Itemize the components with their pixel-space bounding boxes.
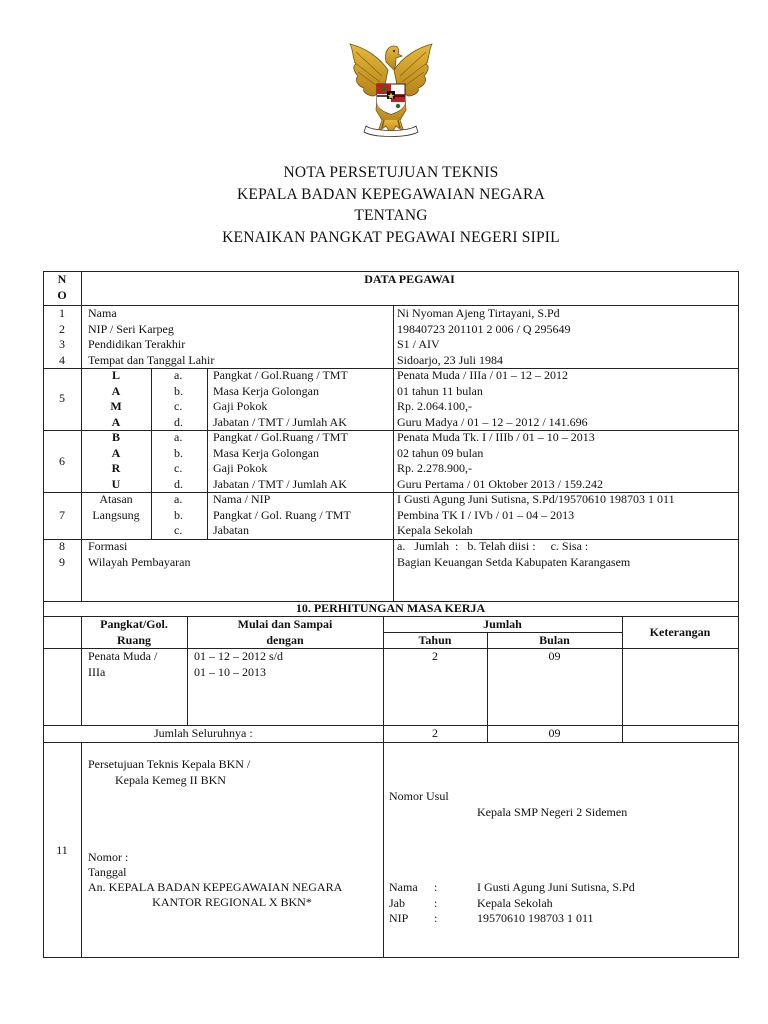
vertical-letter: A bbox=[111, 383, 121, 398]
cell-line: IIIa bbox=[88, 664, 106, 679]
field-value: Penata Muda / IIIa / 01 – 12 – 2012 bbox=[397, 368, 568, 382]
no-header-n: N bbox=[57, 272, 67, 286]
row-6-fields bbox=[213, 430, 348, 492]
item-letter: b. bbox=[174, 445, 183, 460]
row-5-values bbox=[397, 368, 588, 430]
total-bulan: 09 bbox=[548, 726, 561, 740]
signature-colons bbox=[434, 880, 437, 927]
section-10-title: 10. PERHITUNGAN MASA KERJA bbox=[295, 601, 486, 615]
sig-value: I Gusti Agung Juni Sutisna, S.Pd bbox=[477, 880, 635, 894]
field-label: Nama bbox=[88, 306, 117, 320]
item-letter: a. bbox=[174, 492, 183, 506]
col-mulai-header bbox=[187, 617, 383, 648]
header-line: dengan bbox=[266, 632, 304, 647]
title-line-1: NOTA PERSETUJUAN TEKNIS bbox=[283, 164, 499, 181]
vertical-letter: R bbox=[111, 461, 121, 475]
field-label: Jabatan / TMT / Jumlah AK bbox=[213, 476, 347, 491]
field-label: Pangkat / Gol. Ruang / TMT bbox=[213, 507, 351, 522]
vertical-letter: M bbox=[110, 399, 122, 413]
rows-1-4-values bbox=[397, 306, 571, 368]
row-5-letters bbox=[174, 368, 183, 430]
row-5-number: 5 bbox=[59, 391, 65, 405]
field-label: Masa Kerja Golongan bbox=[213, 445, 319, 460]
tanggal-label: Tanggal bbox=[88, 865, 127, 879]
row-7-fields bbox=[213, 492, 351, 539]
row-6-number: 6 bbox=[59, 454, 65, 468]
field-value: 02 tahun 09 bulan bbox=[397, 445, 484, 460]
field-label: Tempat dan Tanggal Lahir bbox=[88, 352, 215, 367]
col-keterangan-header: Keterangan bbox=[649, 625, 711, 639]
title-line-2: KEPALA BADAN KEPEGAWAIAN NEGARA bbox=[237, 185, 545, 203]
row-7-number: 7 bbox=[59, 508, 65, 522]
field-label: Jabatan bbox=[213, 523, 249, 537]
col-bulan-header: Bulan bbox=[539, 633, 570, 647]
col-tahun-header: Tahun bbox=[418, 633, 452, 647]
row-num: 4 bbox=[59, 352, 65, 367]
field-value: 19840723 201101 2 006 / Q 295649 bbox=[397, 321, 571, 336]
label-line: Atasan bbox=[99, 492, 133, 506]
signature-labels bbox=[389, 880, 418, 927]
an-kepala-line: An. KEPALA BADAN KEPEGAWAIAN NEGARA bbox=[88, 880, 343, 894]
no-header-o: O bbox=[57, 287, 67, 302]
row-6-values bbox=[397, 430, 603, 492]
row-7-values bbox=[397, 492, 675, 539]
wilayah-value: Bagian Keuangan Setda Kabupaten Karangasem bbox=[397, 554, 631, 569]
label-line: Langsung bbox=[92, 507, 140, 522]
vertical-letter: U bbox=[111, 476, 121, 491]
item-letter: a. bbox=[174, 430, 183, 444]
row-7-atasan-label bbox=[81, 492, 151, 523]
row-5-fields bbox=[213, 368, 348, 430]
field-label: Pendidikan Terakhir bbox=[88, 337, 186, 351]
field-label: Pangkat / Gol.Ruang / TMT bbox=[213, 430, 348, 444]
sig-colon: : bbox=[434, 880, 438, 894]
sig-value: Kepala Sekolah bbox=[477, 895, 553, 910]
signature-values bbox=[477, 880, 635, 927]
field-value: Rp. 2.278.900,- bbox=[397, 461, 472, 475]
field-value: Rp. 2.064.100,- bbox=[397, 399, 472, 413]
header-line: Ruang bbox=[116, 632, 151, 647]
field-label: Nama / NIP bbox=[213, 492, 271, 506]
col-pangkat-header bbox=[81, 617, 187, 648]
rows-8-9-numbers bbox=[43, 539, 81, 570]
s10-mulai-cell bbox=[194, 649, 283, 680]
field-label: Masa Kerja Golongan bbox=[213, 383, 319, 398]
field-value: Penata Muda Tk. I / IIIb / 01 – 10 – 2013 bbox=[397, 430, 595, 444]
vertical-letter: A bbox=[111, 445, 121, 460]
cell-line: Penata Muda / bbox=[88, 649, 158, 663]
field-value: Kepala Sekolah bbox=[397, 523, 473, 537]
field-label: Gaji Pokok bbox=[213, 461, 268, 475]
row-11-number: 11 bbox=[56, 843, 68, 857]
field-value: Ni Nyoman Ajeng Tirtayani, S.Pd bbox=[397, 306, 560, 320]
approval-line-2: Kepala Kemeg II BKN bbox=[115, 773, 226, 787]
vertical-letter: B bbox=[111, 430, 120, 444]
cell-line: 01 – 10 – 2013 bbox=[194, 664, 266, 679]
field-label: Gaji Pokok bbox=[213, 399, 268, 413]
field-value: Pembina TK I / IVb / 01 – 04 – 2013 bbox=[397, 507, 575, 522]
row-7-letters bbox=[174, 492, 183, 539]
row-6-letters bbox=[174, 430, 183, 492]
sig-label: Jab bbox=[389, 895, 405, 910]
s10-tahun-cell: 2 bbox=[432, 649, 438, 663]
rows-1-4-numbers bbox=[43, 306, 81, 368]
kepala-sekolah-title: Kepala SMP Negeri 2 Sidemen bbox=[477, 805, 628, 819]
document-title bbox=[0, 162, 768, 248]
sig-colon: : bbox=[434, 911, 438, 925]
rows-1-4-labels bbox=[88, 306, 214, 368]
title-line-4: KENAIKAN PANGKAT PEGAWAI NEGERI SIPIL bbox=[222, 228, 560, 246]
cell-line: 01 – 12 – 2012 s/d bbox=[194, 649, 284, 663]
field-value: Guru Madya / 01 – 12 – 2012 / 141.696 bbox=[397, 414, 588, 429]
item-letter: c. bbox=[174, 399, 183, 413]
item-letter: b. bbox=[174, 383, 183, 398]
approval-line-1: Persetujuan Teknis Kepala BKN / bbox=[88, 757, 251, 771]
field-label: Pangkat / Gol.Ruang / TMT bbox=[213, 368, 348, 382]
nomor-label: Nomor : bbox=[88, 850, 129, 864]
item-letter: c. bbox=[174, 461, 183, 475]
field-value: S1 / AIV bbox=[397, 337, 440, 351]
kantor-regional-line: KANTOR REGIONAL X BKN* bbox=[152, 895, 312, 909]
sig-label: NIP bbox=[389, 911, 409, 925]
row-num: 2 bbox=[59, 321, 65, 336]
field-label: Formasi bbox=[88, 539, 128, 553]
row-num: 8 bbox=[59, 539, 65, 553]
item-letter: c. bbox=[174, 523, 183, 537]
rows-8-9-labels bbox=[88, 539, 190, 570]
total-label: Jumlah Seluruhnya : bbox=[154, 726, 253, 740]
field-value: Guru Pertama / 01 Oktober 2013 / 159.242 bbox=[397, 476, 603, 491]
field-value: Sidoarjo, 23 Juli 1984 bbox=[397, 352, 504, 367]
title-line-3: TENTANG bbox=[354, 207, 428, 224]
vertical-letter: A bbox=[111, 414, 121, 429]
col-jumlah-header: Jumlah bbox=[483, 617, 522, 631]
s10-bulan-cell: 09 bbox=[548, 649, 561, 663]
item-letter: a. bbox=[174, 368, 183, 382]
garuda-pancasila-emblem bbox=[344, 40, 438, 140]
row-num: 3 bbox=[59, 337, 65, 351]
sig-value: 19570610 198703 1 011 bbox=[477, 911, 594, 925]
sig-label: Nama bbox=[389, 880, 418, 894]
vertical-letter: L bbox=[111, 368, 120, 382]
item-letter: d. bbox=[174, 476, 183, 491]
no-column-header bbox=[43, 272, 81, 303]
sig-colon: : bbox=[434, 895, 438, 910]
row-5-lama-label bbox=[81, 368, 151, 430]
s10-pangkat-cell bbox=[88, 649, 157, 680]
field-value: I Gusti Agung Juni Sutisna, S.Pd/19570610 198703 1 011 bbox=[397, 492, 675, 506]
field-value: 01 tahun 11 bulan bbox=[397, 383, 483, 398]
row-num: 9 bbox=[59, 554, 65, 569]
total-tahun: 2 bbox=[432, 726, 438, 740]
data-pegawai-header: DATA PEGAWAI bbox=[364, 272, 455, 286]
rows-8-9-values bbox=[397, 539, 630, 570]
row-6-baru-label bbox=[81, 430, 151, 492]
item-letter: d. bbox=[174, 414, 183, 429]
row-num: 1 bbox=[59, 306, 65, 320]
nomor-usul-label: Nomor Usul bbox=[389, 789, 449, 803]
field-label: Jabatan / TMT / Jumlah AK bbox=[213, 414, 347, 429]
field-label: NIP / Seri Karpeg bbox=[88, 321, 174, 336]
header-line: Mulai dan Sampai bbox=[237, 617, 333, 631]
item-letter: b. bbox=[174, 507, 183, 522]
field-label: Wilayah Pembayaran bbox=[88, 554, 191, 569]
formasi-value: a. Jumlah : b. Telah diisi : c. Sisa : bbox=[397, 539, 589, 553]
header-line: Pangkat/Gol. bbox=[100, 617, 168, 631]
